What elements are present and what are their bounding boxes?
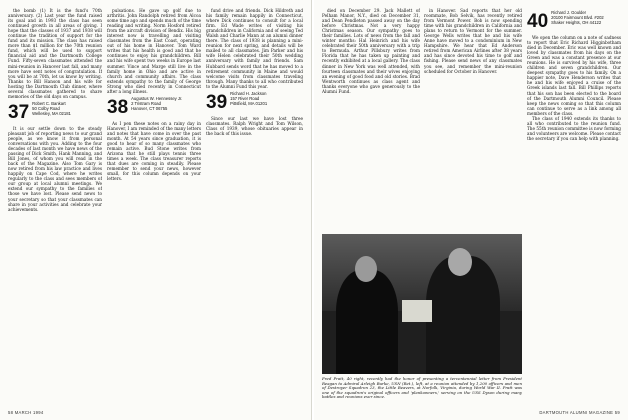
secretary-city: Hanover, CT 06755 [131, 105, 168, 111]
secretary-city: Shaker Heights, OH 44122 [551, 20, 602, 25]
photo-face-right [448, 248, 472, 276]
page-number-left: 58 MARCH 1994 [8, 410, 44, 415]
class-heading-37 [8, 101, 102, 122]
column-text: The class of 1940 extends its thanks to all who contributed to the reunion fund. The 55th reunion committee is now forming and volunteers are welcome. Please contact the secretary if you can help with planning. [527, 115, 621, 141]
secretary-street: 2 Tristram Road [131, 100, 161, 106]
right-column-3 [527, 8, 621, 406]
class-number: 38 [107, 96, 129, 117]
reunion-photo [322, 234, 522, 374]
column-text: died on December 29. Jack Mallett of Pelham Manor, N.Y., died on December 31, and Dean Pendleton passed away on the day before Christmas. Not a very happy Christmas season. Our sympathy goes to their families. Lots of news from the fall and winter months: Hal Heinrich and his wife celebrated their 50th anniversary with a trip to Bermuda. Arthur Pillsbury writes from Florida that he has taken up painting and recently exhibited at a local gallery. The class dinner in New York was well attended, with fourteen classmates and their wives enjoying an evening of good food and old stories. Brad Wentworth continues as class agent and thanks everyone who gave generously to the Alumni Fund. [322, 8, 420, 94]
secretary-street: 20100 Fairmount Blvd. #202 [551, 15, 604, 20]
left-column-1 [8, 8, 102, 406]
column-text: We open the column on a note of sadness to report that Eric Richard Higginbotham died in December. Eric was well known and loved by classmates from his days on the Green and was a constant presence at our reunions. He is survived by his wife, three children and seven grandchildren. Our deepest sympathy goes to his family. On a happier note, Dave Henderson writes that he and his wife enjoyed a cruise of the Greek islands last fall. Bill Phillips reports that his son has been elected to the board of the Dartmouth Alumni Council. Please keep the news coming so that this column can continue to serve as a link among all members of the class. [527, 35, 621, 116]
photo-figure-left [336, 270, 398, 374]
right-page [314, 0, 628, 420]
class-number: 40 [527, 11, 549, 31]
column-text: pulsations. He gave up golf due to arthritis. John Randolph retired from Alcoa some time ago and spends much of the time reading and writing. Norm Hosford retired from the aircraft division of Bendix. His big interest now is travelling and visiting classmates from the East Coast, operating out of his home in Hanover. Tom Ward writes that his health is good and that he continues to enjoy his grandchildren. Bill and his wife spent two weeks in Europe last summer. Vince and Marge still live in the family home in Ohio and are active in church and community affairs. The class extends sympathy to the family of George Strong who died recently in Connecticut after a long illness. [107, 8, 201, 94]
column-text: the bomb (1) It is the fund's 70th anniversary. (2) Last year the fund raised its goal and in 1993 the class has seen continued growth in all areas of giving. I hope that the classes of 1937 and 1938 will continue the tradition of support for the fund and its mission. The class has raised more than $1 million for the 70th reunion fund, which will be used to support financial aid and the Dartmouth College Fund. Fifty-seven classmates attended the mini-reunion in Hanover last fall, and many more have sent notes of congratulation. If you will be at 70th, let us know by writing. Thanks to Bill Hanson and his wife for hosting the Dartmouth Club dinner, where several classmates gathered to share memories of the old days on campus. [8, 8, 102, 99]
secretary-street: 50 Colby Road [32, 105, 60, 111]
secretary-name: Robert C. Bankart [32, 100, 66, 106]
right-column-1 [322, 8, 420, 230]
column-text: fund drive and friends. Dick Hildreth and his family remain happily in Connecticut, where Dick continues to consult for a local firm. Ed Wade writes of visiting his grandchildren in California and of seeing Ted Walsh and Charlie Mann at an alumni dinner there. The class of 1938 is planning a mini-reunion for next spring, and details will be mailed to all classmates. Jim Parker and his wife Helen celebrated their 50th wedding anniversary with family and friends. Sam Hubbard sends word that he has moved to a retirement community in Maine and would welcome visits from classmates traveling through. Many thanks to all who contributed to the Alumni Fund this year. [206, 8, 303, 89]
left-column-3 [206, 8, 303, 406]
right-column-2 [424, 8, 522, 230]
page-number-right: DARTMOUTH ALUMNI MAGAZINE 59 [539, 410, 620, 415]
column-text: It is our settle down to the steady pleasant job of reporting news to our grand people, as we know it from personal conversations with you. Adding to the four decades of last month we have news of the passing of Dick Smith, Hank Manning, and Bill Jones, of whom you will read in the back of the Magazine. Also Tom Gary is now retired from his law practice and lives happily on Cape Cod, where he writes regularly to the class and sees members of our group at local alumni meetings. We extend our sympathy to the families of those we have lost. Please send news to your secretary so that your classmates can share in your activities and celebrate your achievements. [8, 125, 102, 212]
class-heading-39 [206, 91, 303, 112]
photo-face-left [355, 256, 377, 282]
secretary-name: Augustus W. Hennessey Jr. [131, 95, 183, 101]
secretary-street: 157 River Road [230, 95, 260, 101]
column-text: Since our last we have lost three classmates. Ralph Wright and Tom Wilson, Class of 1939, whose obituaries appear in the back of this issue. [206, 115, 303, 136]
class-heading-38 [107, 96, 201, 117]
photo-caption: Fred Pratt, 40 right, recently had the honor of presenting a tercentennial letter from President Reagan to Admiral Arleigh Burke, USN (Ret.), left, at a reunion attended by 1,200 officers and men of Destroyer Squadron 23, the Little Beavers, at Norfolk, Virginia, during World War II. Pratt was one of the squadron's original officers and 'plankowners,' serving on the USS Dyson during many battles and reunions ever since. [322, 377, 522, 400]
class-number: 37 [8, 101, 30, 122]
secretary-city: Wellesley, MA 02181 [32, 110, 71, 116]
class-heading-40 [527, 10, 621, 31]
photo-document [402, 300, 432, 322]
secretary-city: Pittsfield, MA 01201 [230, 100, 268, 106]
left-column-2 [107, 8, 201, 406]
secretary-name: Richard J. Goulder [551, 10, 587, 15]
column-text: in Hanover. Sad reports that her old roommate, Bob Selvik, has recently retired from Vermont Power. Bob is now spending time with his grandchildren in California and plans to return to Vermont for the summer. George Wells writes that he and his wife Anne have moved to a condominium in New Hampshire. We hear that Ed Anderson retired from American Airlines after 38 years and has since devoted his time to golf and fishing. Please send news of any classmates you see, and remember the mini-reunion scheduled for October in Hanover. [424, 8, 522, 74]
column-text: As I pen these notes on a rainy day in Hanover, I am reminded of the many letters and notes that have come in over the past month. At 54 years since graduation, it is good to hear of so many classmates who remain active. Bud Stone writes from Arizona that he still plays tennis three times a week. The class treasurer reports that dues are coming in steadily. Please remember to send your news, however small, for this column depends on your letters. [107, 120, 201, 182]
class-number: 39 [206, 91, 228, 112]
left-page [0, 0, 312, 420]
secretary-name: Richard H. Jackson [230, 90, 267, 96]
